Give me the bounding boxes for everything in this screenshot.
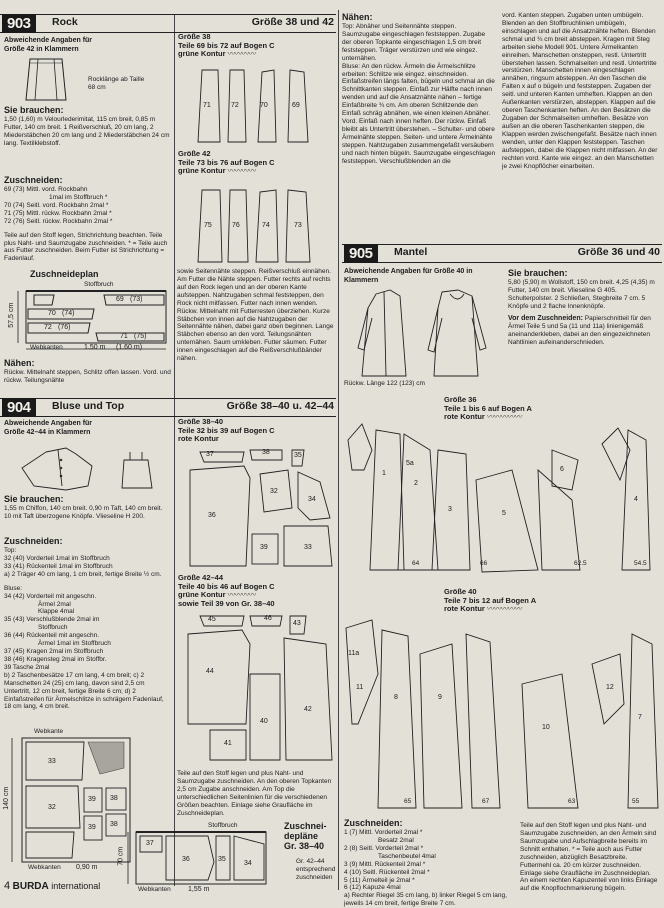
plan-webkante: Webkante [34, 728, 64, 735]
need-text: 5,80 (5,90) m Wollstoff, 150 cm breit. 4,25 (4,35) m Futter, 140 cm breit. Vlieseline G 405. Schulterpolster. 2 Schließen, Stegbreite 7 cm. 5 Knöpfe und 2 flache Innenknöpfe. [508, 278, 655, 310]
sew-904-left [342, 12, 496, 166]
plan-width: 70 cm [117, 846, 125, 866]
skirt-pieces-38 [196, 66, 326, 144]
piece-number: 33 [304, 544, 312, 551]
piece-number: 37 [206, 451, 214, 458]
size-40-label [444, 588, 536, 614]
piece-number: 55 [632, 798, 640, 805]
need-text: 1,55 m Chiffon, 140 cm breit. 0,90 m Taft, 140 cm breit. 10 mit Taft überzogene Knöpfe. Vlieseline H 200. [4, 504, 163, 520]
size-line: sowie Teil 39 von Gr. 38–40 [178, 598, 275, 608]
cut-note: a) Rechter Riegel 35 cm lang, b) linker Riegel 5 cm lang, jeweils 14 cm breit, fertige Breite 7 cm. [344, 892, 507, 908]
coat-pieces-40 [342, 614, 662, 814]
size-kontur: rote Kontur 〰〰〰〰〰 [444, 412, 522, 422]
piece-number: 34 [244, 860, 252, 867]
plan-stoffbruch: Stoffbruch [208, 822, 238, 829]
plan-width: 57,5 cm [8, 302, 16, 328]
need-heading: Sie brauchen: [4, 494, 64, 504]
cut-block [4, 536, 171, 711]
size-kontur: rote Kontur [178, 434, 219, 444]
piece-number: 36 [182, 856, 190, 863]
section-size: Größe 38–40 u. 42–44 [226, 400, 334, 412]
cut-heading: Zuschneiden: [4, 175, 63, 185]
cut-line: 2 (8) Seitl. Vorderteil 2mal * [344, 844, 424, 852]
cut-line: 4 (10) Seitl. Rückenteil 2mal * [344, 868, 430, 876]
plan-piece: (74) [62, 310, 75, 317]
cutting-plan-904-a [4, 728, 134, 874]
plan-length: 1.50 m [84, 344, 106, 351]
size-38-40-label [178, 418, 275, 444]
size-kontur: grüne Kontur 〰〰〰〰 [178, 166, 256, 176]
pre-text: Papierschnitteil für den Ärmel Teile 5 und 5a (11 und 11a) linienigemäß aneinanderkleben, dabei an den eingezeichneten Nahtlinien aufeinanderschnieden. [508, 314, 651, 347]
piece-number: 5a [406, 460, 414, 467]
section-title: Bluse und Top [52, 400, 125, 412]
cut-line: 34 (42) Vorderteil mit angeschn. [4, 592, 97, 600]
alt-note: Abweichende Angaben für Größe 42–44 in Klammern [4, 420, 93, 436]
plan-heading: Zuschneideplan [30, 269, 99, 279]
plan-title: Zuschnei- depläne Gr. 38–40 [284, 821, 327, 851]
sew-text: Bluse: An den rückw. Ärmeln die Ärmelschlitze erbeiten: Schlitze wie eingez. einschneiden. Einfaßstreifen längs falten, bügeln und schmal an die Schnittkanten steppen. Einfaß zur Hälfte nach innen wenden und auf die Ansatznähte nähen – fertige Einfaßbreite ¾ cm. Am oberen Schlitzende den Einfaß schräg abnähen, wie einen kleinen Abnäher. Vord. Einfaß nach innen heften. Der rückw. Einfaß bleibt als Untertritt überstehen. – Schulter- und obere Ärmelnähte steppen. Seiten- und untere Ärmelnähte steppen. Nahtzugaben zusammengefaßt versäubern und nach hinten bügeln. Saumzugabe eingeschlagen feststeppen. Verschlußblenden an die [342, 62, 496, 165]
lay-note: Teile auf den Stoff legen und plus Naht- und Saumzugabe zuschneiden. An den oberen Topkanten 2,5 cm Zugabe anschneiden. Am Top die unterschiedlichen Seitenlinien für die verschiedenen Größen beachten. Einlage siehe Graufläche im Zuschneideplan. [177, 770, 332, 817]
piece-number: 66 [480, 560, 488, 567]
cut-line: Taschenbeutel 4mal [378, 852, 436, 860]
piece-number: 39 [260, 544, 268, 551]
plan-piece: 69 [116, 296, 124, 303]
piece-number: 10 [542, 724, 550, 731]
pre-block [508, 315, 662, 347]
size-42-44-label [178, 574, 275, 609]
piece-number: 32 [270, 488, 278, 495]
cut-line: 38 (46) Kragensteg 2mal im Stoffbr. [4, 655, 107, 663]
cutting-plan-904-b [118, 822, 270, 896]
size-line: Teile 1 bis 6 auf Bogen A [444, 403, 532, 413]
column-divider-left [174, 14, 175, 886]
plan-length-alt: (1.60 m) [116, 344, 143, 351]
plan-webkanten: Webkanten [30, 344, 63, 351]
plan-piece: 71 [120, 333, 128, 340]
size-title: Größe 42–44 [178, 573, 224, 582]
piece-number: 8 [394, 694, 398, 701]
piece-number: 5 [502, 510, 506, 517]
piece-number: 38 [110, 821, 118, 828]
blouse-heading: Bluse: [4, 584, 23, 592]
cut-line: 71 (75) Mittl. rückw. Rockbahn 2mal * [4, 209, 112, 217]
piece-number: 32 [48, 804, 56, 811]
piece-number: 11a [348, 650, 360, 657]
sew-text: Rückw. Mittelnaht steppen, Schlitz offen lassen. Vord. und rückw. Teilungsnähte [4, 368, 171, 384]
section-904-header [0, 398, 336, 417]
piece-number: 2 [414, 480, 418, 487]
page-number: 4 [4, 880, 11, 892]
section-number: 904 [2, 398, 36, 417]
lay-note-905: Teile auf den Stoff legen und plus Naht- und Saumzugabe zuschneiden, an den Ärmeln sind Saumzugabe und Aufschlagbreite bereits im Schnitt enthalten. * = Teile auch aus Futter zuschneiden, abzüglich Besatzbreite. Futtermehl ca. 20 cm kürzer zuschneiden. Einlage siehe Graufläche im Zuschneideplan. An einem rechten Kapuzenteil von links Einlage auf die Knopflochmarkierung bügeln. [520, 822, 658, 893]
alt-note: Abweichende Angaben für Größe 40 in Klammern [344, 268, 473, 284]
piece-number: 64 [412, 560, 420, 567]
plan-note: Gr. 42–44 entsprechend zuschneiden [296, 858, 336, 881]
cut-line: Besatz 2mal [378, 836, 414, 844]
size-kontur: rote Kontur 〰〰〰〰〰 [444, 604, 522, 614]
piece-number: 38 [110, 795, 118, 802]
cut-line: 35 (43) Verschlußblende 2mal im [4, 616, 100, 624]
piece-number: 54.5 [634, 560, 647, 567]
piece-number: 74 [262, 222, 270, 229]
piece-number: 40 [260, 718, 268, 725]
need-text: 1,50 (1,60) m Velourlederimitat, 115 cm breit, 0,85 m Futter, 140 cm breit. 1 Reißverschluß, 20 cm lang, 2 Miederstäbchen 20 cm lang und 2 Miederstäbchen 24 cm lang. Textilklebstoff. [4, 115, 170, 147]
blouse-pieces-38-40 [180, 448, 336, 572]
piece-number: 9 [438, 694, 442, 701]
need-block [4, 105, 171, 148]
cut-line: 69 (73) Mittl. vord. Rockbahn [4, 185, 88, 193]
piece-number: 6 [560, 466, 564, 473]
plan-piece: (75) [134, 333, 147, 340]
sew-heading: Nähen: [4, 358, 35, 368]
size-line: Teile 69 bis 72 auf Bogen C [178, 40, 275, 50]
blouse-pieces-42-44 [180, 614, 336, 766]
piece-number: 44 [206, 668, 214, 675]
cut-line: 70 (74) Seitl. vord. Rockbahn 2mal * [4, 201, 109, 209]
cut-note: b) 2 Taschenbesätze 17 cm lang, 4 cm breit; c) 2 Manschetten 24 (25) cm lang, davon sind 2,5 cm Untertritt, 12 cm breit, fertige Breite 6 cm; d) 2 Einfaßstreifen für Ärmelschlitze in schrägem Fadenlauf, 18 cm lang, 4 cm breit. [4, 671, 164, 711]
piece-number: 36 [208, 512, 216, 519]
cut-line: 32 (40) Vorderteil 1mal im Stoffbruch [4, 554, 110, 562]
cut-line: 33 (41) Rückenteil 1mal im Stoffbruch [4, 562, 113, 570]
column-divider-right [338, 10, 339, 890]
plan-stoffbruch: Stoffbruch [84, 281, 114, 288]
piece-number: 1 [382, 470, 386, 477]
size-38-label [178, 33, 275, 59]
size-line: Teile 73 bis 76 auf Bogen C [178, 157, 275, 167]
plan-width: 140 cm [3, 786, 11, 810]
skirt-pieces-42 [196, 186, 326, 264]
cut-block [4, 175, 171, 263]
section-size: Größe 38 und 42 [251, 16, 334, 28]
need-block [508, 268, 662, 347]
piece-number: 38 [262, 449, 270, 456]
piece-number: 75 [204, 222, 212, 229]
size-title: Größe 38–40 [178, 417, 224, 426]
size-line: Teile 40 bis 46 auf Bogen C [178, 581, 275, 591]
pre-heading: Vor dem Zuschneiden: [508, 314, 583, 322]
plan-webkanten: Webkanten [138, 886, 171, 893]
piece-number: 69 [292, 102, 300, 109]
piece-number: 35 [294, 452, 302, 459]
piece-number: 46 [264, 615, 272, 622]
coat-drawing [354, 288, 494, 380]
section-number: 905 [344, 244, 378, 263]
section-903-header [0, 14, 336, 33]
sew-block [4, 358, 171, 385]
piece-number: 72 [231, 102, 239, 109]
cut-line: a) 2 Träger 40 cm lang, 1 cm breit, fertige Breite ½ cm. [4, 570, 162, 578]
cut-line: 3 (9) Mittl. Rückenteil 2mal * [344, 860, 426, 868]
size-42-label [178, 150, 275, 176]
piece-number: 11 [356, 684, 364, 691]
piece-number: 70 [260, 102, 268, 109]
cut-line: 1 (7) Mittl. Vorderteil 2mal * [344, 828, 423, 836]
sew-904-right: vord. Kanten steppen. Zugaben unten umbügeln. Blenden an den Stoffbruchlinien umbügeln, einschlagen und auf die Ansatznähte heften. Blenden schmal und ¾ cm breit absteppen. Kragen mit Steg arbeiten siehe Modell 901. Untere Ärmelkanten einreihen. Manschetten onsteppen, restl. Untertritt überstehen lassen. Schmalseiten und restl. Untertritte verstürzen. Manschetten innen eingeschlagen annähen, ringsum absteppen. An den Taschen die Falten x auf o bügeln und feststeppen. Zugaben der seitl. und unteren Kanten umheften. Klappen an den Außenkanten verstürzen, absteppen. Klappen auf die oberen Taschenkanten heften. An den Besätzen die Zugaben der Schmalseiten umheften. Besätze von außen an die oberen Taschenkanten steppen, die Klappen werden zwischengefaßt. Besätze nach innen wenden, unter den Klappen feststeppen. Taschen aufsteppen, dabei die Klappen nicht mitfassen. An der rechten vord. Kante wie eingez. an den Manschetten je zwei Knopflöcher einarbeiten. [502, 12, 658, 170]
piece-number: 39 [88, 796, 96, 803]
plan-piece: 72 [44, 324, 52, 331]
cut-line: Klappe 4mal [38, 608, 75, 616]
need-heading: Sie brauchen: [4, 105, 64, 115]
piece-number: 35 [218, 856, 226, 863]
section-905-header [342, 244, 662, 263]
size-title: Größe 38 [178, 32, 211, 41]
section-size: Größe 36 und 40 [577, 246, 660, 258]
piece-number: 65 [404, 798, 412, 805]
size-kontur: grüne Kontur 〰〰〰〰 [178, 49, 256, 59]
page-footer [4, 880, 100, 893]
piece-number: 33 [48, 758, 56, 765]
cut-line: 5 (11) Ärmelteil je 2mal * [344, 876, 415, 884]
size-title: Größe 42 [178, 149, 211, 158]
cut-heading: Zuschneiden: [344, 818, 403, 828]
cut-line: 72 (76) Seitl. rückw. Rockbahn 2mal * [4, 217, 113, 225]
piece-number: 63 [568, 798, 576, 805]
sew-text: Top: Abnäher und Seitennähte steppen. Saumzugabe eingeschlagen feststeppen. Zugabe der oberen Topkante eingeschlagen 1,5 cm breit feststeppen. Träger verstürzen und wie eingez. unternähen. [342, 22, 486, 62]
plan-piece: (73) [130, 296, 143, 303]
sew-continued: sowie Seitennähte steppen. Reißverschluß einnähen. Am Futter die Nähte steppen. Futter rechts auf rechts auf den Rock legen und an der oberen Kante aufsteppen. Nahtzugaben schmal feststeppen, den Rock nicht mitfassen. Futter nach innen wenden. Rückw. Mittelnaht mit Futterresten überziehen. Kurze Stäbchen von innen auf die Nahtzugaben der Seitennähte nähen, dabei ganz oben beginnen. Lange Stäbchen ebenso an den vord. Teilungsnähten unternähen. Saum umkleben. Futter säumen. Futter innen eingeschlagen auf die Reißverschlußbänder nähen. [177, 268, 334, 363]
top-heading: Top: [4, 546, 17, 554]
piece-number: 62.5 [574, 560, 587, 567]
cut-line: Stoffbruch [38, 624, 68, 632]
cut-line: Ärmel 2mal [38, 600, 71, 608]
piece-number: 4 [634, 496, 638, 503]
cut-line: Ärmel 1mal im Stoffbruch [38, 640, 111, 648]
section-title: Rock [52, 16, 78, 28]
plan-piece: (76) [58, 324, 71, 331]
size-line: Teile 32 bis 39 auf Bogen C [178, 425, 275, 435]
length-note: Rückw. Länge 122 (123) cm [344, 380, 425, 387]
cut-line: 1mal im Stoffbruch * [49, 193, 108, 201]
cut-note: Teile auf den Stoff legen, Strichrichtung beachten. Teile plus Naht- und Saumzugabe zuschneiden. * = Teile auch aus Futter zuschneiden. Beim Futter ist Strichrichtung = Fadenlauf. [4, 231, 168, 263]
need-block [4, 494, 171, 521]
piece-number: 45 [208, 616, 216, 623]
cut-block-905 [344, 818, 512, 908]
brand-name: BURDA [12, 881, 49, 892]
section-title: Mantel [394, 246, 428, 258]
sew-heading: Nähen: [342, 12, 373, 22]
plan-piece: 70 [48, 310, 56, 317]
cut-heading: Zuschneiden: [4, 536, 63, 546]
coat-pieces-36 [342, 410, 662, 586]
piece-number: 43 [293, 620, 301, 627]
piece-number: 42 [304, 706, 312, 713]
alt-note: Abweichende Angaben für Größe 42 in Klammern [4, 37, 93, 53]
piece-number: 76 [232, 222, 240, 229]
skirt-length-note: Rocklänge ab Taille 68 cm [88, 76, 145, 91]
size-title: Größe 36 [444, 395, 477, 404]
piece-number: 67 [482, 798, 490, 805]
piece-number: 39 [88, 824, 96, 831]
size-line: Teile 7 bis 12 auf Bogen A [444, 595, 537, 605]
piece-number: 37 [146, 840, 154, 847]
piece-number: 34 [308, 496, 316, 503]
piece-number: 41 [224, 740, 232, 747]
size-kontur: grüne Kontur 〰〰〰〰 [178, 590, 256, 600]
plan-length: 1,55 m [188, 886, 210, 893]
brand-suffix: international [51, 881, 101, 891]
skirt-flat-drawing [16, 56, 76, 102]
piece-number: 3 [448, 506, 452, 513]
cut-line: 36 (44) Rückenteil mit angeschn. [4, 632, 100, 640]
cut-line: 6 (12) Kapuze 4mal [344, 884, 401, 892]
plan-webkanten: Webkanten [28, 864, 61, 871]
piece-number: 12 [606, 684, 614, 691]
cut-line: 37 (45) Kragen 2mal im Stoffbruch [4, 648, 104, 656]
cutting-plan-903 [4, 281, 172, 357]
plan-length: 0,90 m [76, 864, 98, 871]
piece-number: 73 [294, 222, 302, 229]
piece-number: 7 [638, 714, 642, 721]
cut-line: 39 Tasche 2mal [4, 663, 50, 671]
blouse-top-drawing [6, 446, 171, 494]
size-title: Größe 40 [444, 587, 477, 596]
piece-number: 71 [203, 102, 211, 109]
section-number: 903 [2, 14, 36, 33]
need-heading: Sie brauchen: [508, 268, 568, 278]
